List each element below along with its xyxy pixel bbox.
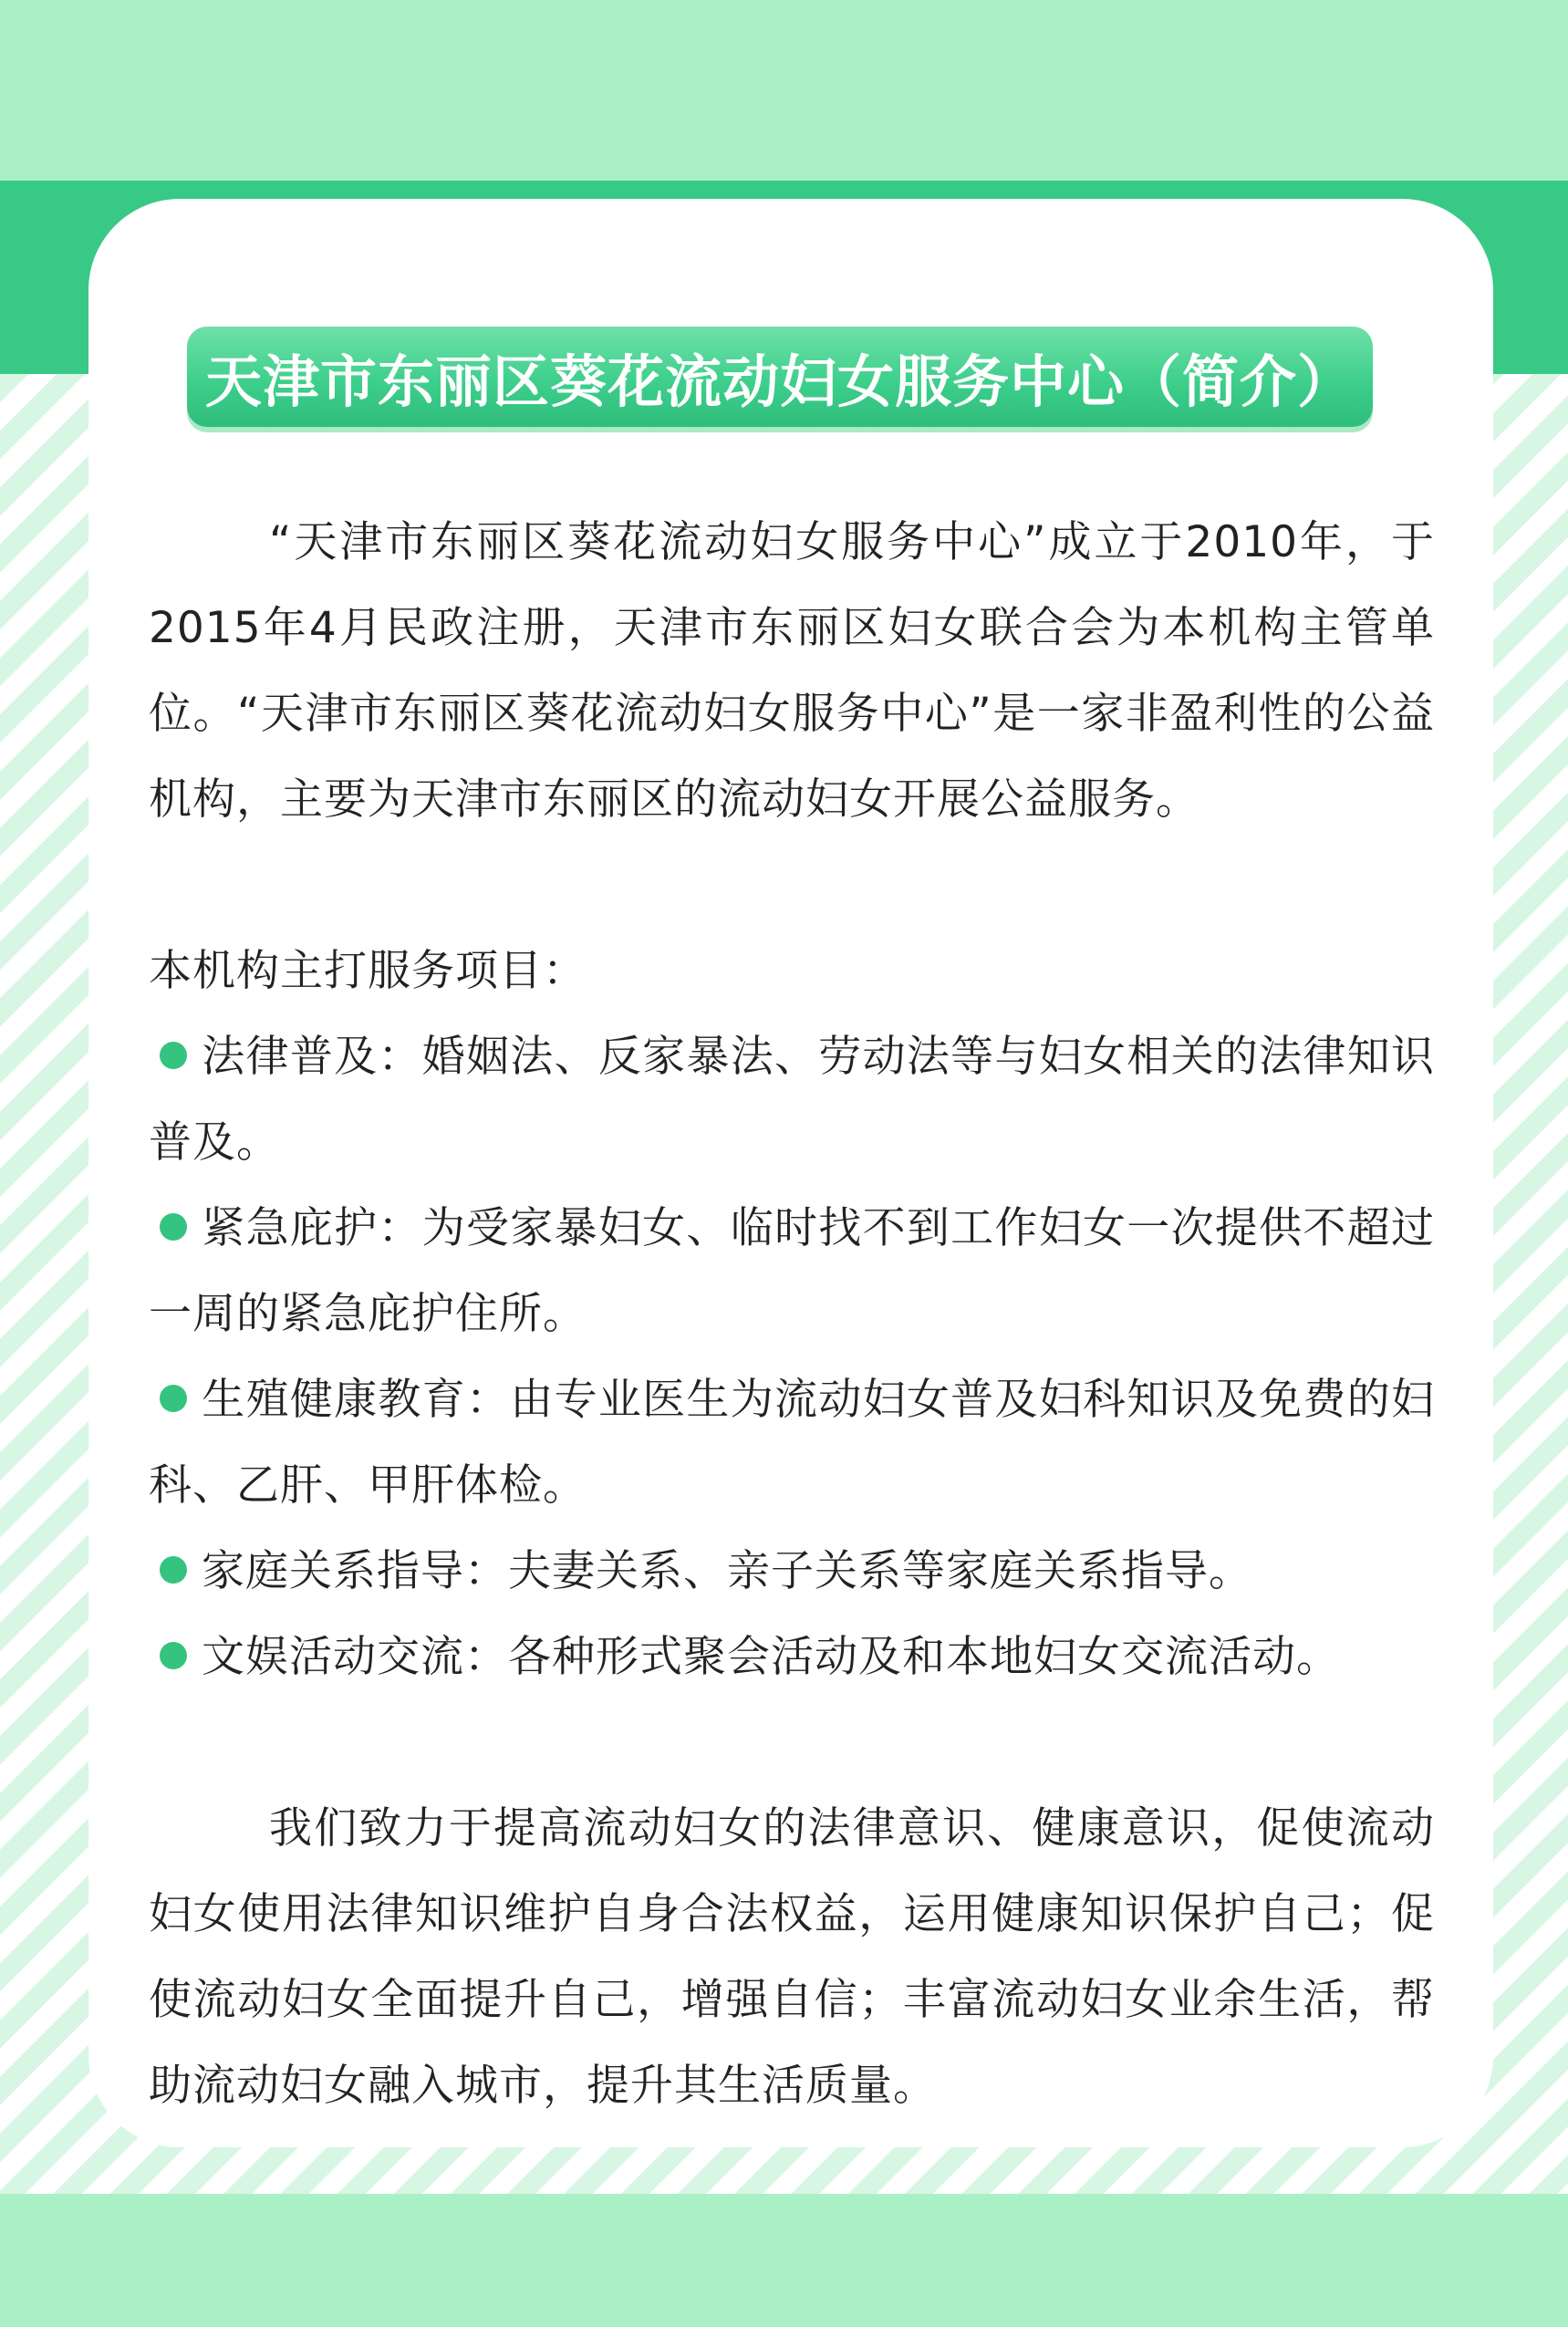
service-item-shelter <box>149 1186 1435 1357</box>
page-title: 天津市东丽区葵花流动妇女服务中心（简介） <box>204 348 1355 415</box>
spacer <box>149 1700 1435 1786</box>
spacer <box>149 843 1435 929</box>
bullet-icon <box>160 1642 187 1669</box>
service-item-family <box>149 1529 1435 1615</box>
content-body <box>149 500 1435 2129</box>
bullet-icon <box>160 1556 187 1584</box>
service-item-text: 文娱活动交流：各种形式聚会活动及和本地妇女交流活动。 <box>202 1632 1340 1682</box>
services-heading: 本机构主打服务项目： <box>149 946 587 996</box>
service-item-text: 生殖健康教育：由专业医生为流动妇女普及妇科知识及免费的妇科、乙肝、甲肝体检。 <box>149 1375 1435 1511</box>
closing-paragraph: 我们致力于提高流动妇女的法律意识、健康意识，促使流动妇女使用法律知识维护自身合法权益，运用健康知识保护自己；促使流动妇女全面提升自己，增强自信；丰富流动妇女业余生活，帮助流动妇女融入城市，提升其生活质量。 <box>149 1803 1435 2111</box>
intro-paragraph: “天津市东丽区葵花流动妇女服务中心”成立于2010年，于2015年4月民政注册，天津市东丽区妇女联合会为本机构主管单位。“天津市东丽区葵花流动妇女服务中心”是一家非盈利性的公益机构，主要为天津市东丽区的流动妇女开展公益服务。 <box>149 517 1435 825</box>
background-bottom <box>0 2194 1568 2327</box>
service-item-recreation <box>149 1615 1435 1700</box>
service-item-health <box>149 1357 1435 1529</box>
bullet-icon <box>160 1385 187 1412</box>
background-top <box>0 0 1568 181</box>
bullet-icon <box>160 1042 187 1069</box>
service-item-text: 家庭关系指导：夫妻关系、亲子关系等家庭关系指导。 <box>202 1546 1252 1596</box>
title-banner <box>187 327 1373 427</box>
bullet-icon <box>160 1213 187 1241</box>
service-item-legal <box>149 1014 1435 1186</box>
service-item-text: 紧急庇护：为受家暴妇女、临时找不到工作妇女一次提供不超过一周的紧急庇护住所。 <box>149 1203 1435 1339</box>
service-item-text: 法律普及：婚姻法、反家暴法、劳动法等与妇女相关的法律知识普及。 <box>149 1032 1435 1168</box>
